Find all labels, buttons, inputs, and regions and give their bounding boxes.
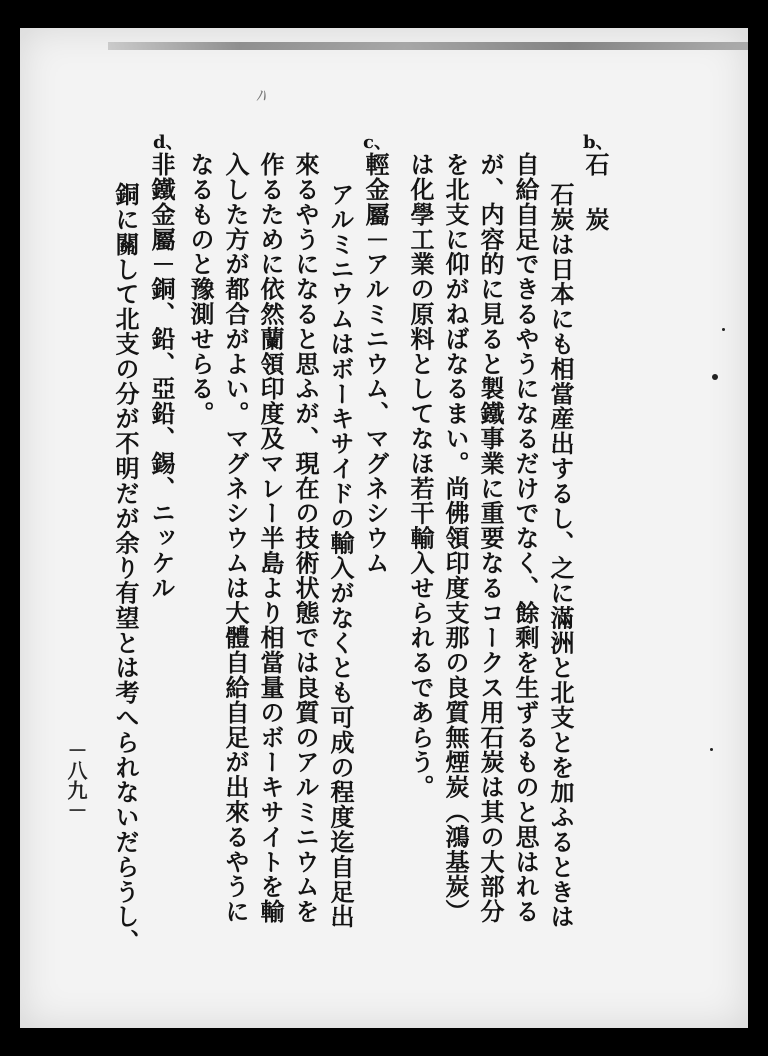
page-number: －八九－: [64, 740, 88, 820]
text-line-7: 來るやうになると思ふが、現在の技術状態では良質のアルミニウムを: [291, 152, 320, 924]
scan-speck: [710, 748, 713, 751]
section-b-heading: 石 炭: [581, 152, 610, 232]
text-line-8: 作るために依然蘭領印度及マレー半島より相當量のボーキサイトを輸: [256, 152, 285, 924]
section-c-marker: c、: [363, 132, 392, 153]
text-line-9: 入した方が都合がよい。マグネシウムは大體自給自足が出來るやうに: [221, 152, 250, 924]
section-c-heading: 輕金屬－アルミニウム、マグネシウム: [361, 152, 390, 576]
document-page: [20, 28, 748, 1028]
text-line-5: は化學工業の原料としてなほ若干輸入せられるであらう。: [406, 152, 435, 800]
scan-speck: [712, 374, 718, 380]
text-line-1: 石炭は日本にも相當産出するし、之に滿洲と北支とを加ふるときは: [546, 182, 575, 929]
scan-speck: [722, 328, 725, 331]
text-line-6: アルミニウムはボーキサイドの輸入がなくとも可成の程度迄自足出: [326, 182, 355, 929]
section-d-heading: 非鐵金屬－銅、鉛、亞鉛、錫、ニッケル: [147, 152, 176, 601]
text-line-10: なるものと豫測せらる。: [186, 152, 215, 426]
scan-edge-shadow: [108, 42, 748, 50]
text-line-11: 銅に關して北支の分が不明だが余り有望とは考へられないだらうし、: [111, 182, 140, 954]
margin-mark: ﾊ: [256, 86, 265, 107]
text-line-4: を北支に仰がねばなるまい。尚佛領印度支那の良質無煙炭（鴻基炭）: [441, 152, 470, 924]
text-line-2: 自給自足できるやうになるだけでなく、餘剩を生ずるものと思はれる: [511, 152, 540, 924]
section-d-marker: d、: [153, 132, 184, 153]
section-b-marker: b、: [583, 132, 614, 153]
text-line-3: が、内容的に見ると製鐵事業に重要なるコークス用石炭は其の大部分: [476, 152, 505, 924]
